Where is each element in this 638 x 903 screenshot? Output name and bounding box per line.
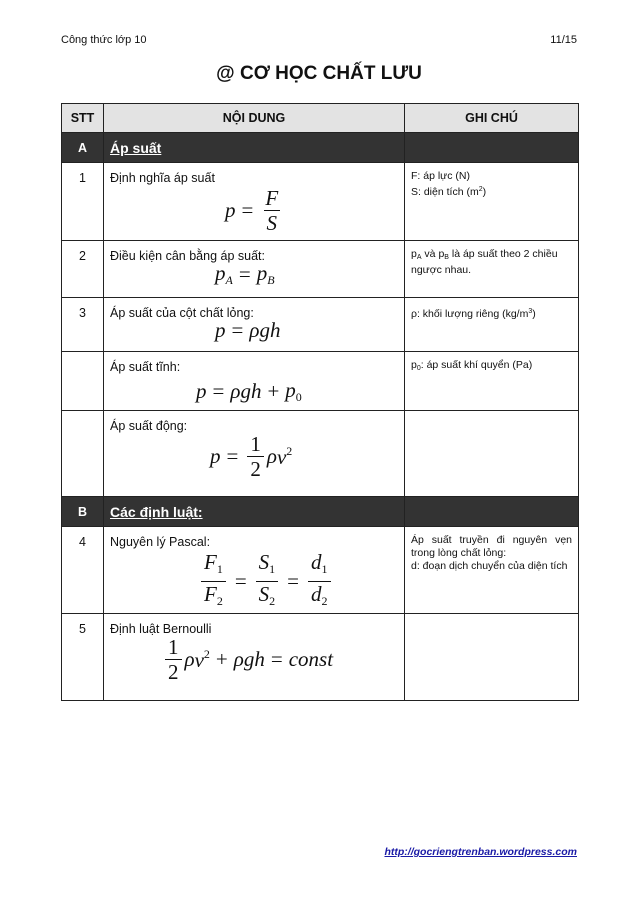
row-note [405,411,579,497]
header-left-text: Công thức lớp 10 [61,34,147,46]
note-text: ρ: khối lượng riêng (kg/m [411,308,529,320]
note-line [411,183,572,199]
row-content [104,527,405,614]
row-label: Định luật Bernoulli [110,622,212,636]
fraction-numerator: $d_1$ [311,550,328,576]
formula-symbol: $p_0$ [285,378,302,404]
formula-operator: = [212,379,225,403]
row-note [405,614,579,701]
note-text: S: diện tích (m [411,186,479,198]
formula-fraction [308,551,331,612]
note-text: p [411,359,417,371]
row-note [405,163,579,241]
note-text: ) [482,186,487,198]
section-row-b [62,497,579,527]
col-header-content: NỘI DUNG [104,104,405,133]
row-label: Áp suất động: [110,419,188,433]
row-content [104,241,405,298]
row-note [405,298,579,352]
formula-symbol: $p_A$ [215,261,233,287]
page-title: @ CƠ HỌC CHẤT LƯU [216,63,422,84]
table-row [62,614,579,701]
formula-bernoulli [162,636,398,683]
formula-symbol: $p_B$ [256,261,275,287]
section-empty-cell [405,497,579,527]
section-empty-cell [405,133,579,163]
formula-fraction [256,551,279,612]
row-content [104,298,405,352]
note-text: là áp suất theo 2 chiều ngược nhau. [411,248,558,276]
row-number [62,411,104,497]
table-row [62,527,579,614]
row-number: 5 [62,614,104,701]
formula-operator: + [215,647,228,671]
section-letter: B [62,497,104,527]
formula-symbol: const [288,647,334,671]
fraction-denominator: S [264,210,281,234]
fraction-denominator: 2 [247,456,264,480]
page-number: 11/15 [550,34,577,46]
formula-operator: = [270,647,283,671]
formula-fraction [262,187,281,234]
note-line: Áp suất truyền đi nguyên vẹn trong lòng chất lỏng: [411,534,572,559]
table-header-row [62,104,579,133]
formula-pressure-definition [225,187,398,234]
table-row [62,411,579,497]
row-content [104,411,405,497]
note-subscript: B [444,254,449,261]
section-title: Áp suất [104,133,405,163]
formula-symbol: p [210,444,221,468]
note-text: ) [532,308,536,320]
formula-operator: = [234,569,247,593]
formula-fraction [165,636,182,683]
formula-symbol: ρ [233,647,244,671]
row-number [62,352,104,411]
formula-symbol: ρ [266,444,277,468]
formula-symbol: $v^2$ [194,646,210,672]
note-superscript: 2 [478,186,483,193]
note-text: và p [421,248,445,260]
formula-fraction [201,551,226,612]
formula-static-pressure [196,378,398,405]
row-label: Áp suất của cột chất lỏng: [110,306,254,320]
col-header-note: GHI CHÚ [405,104,579,133]
section-letter: A [62,133,104,163]
note-line: d: đoạn dịch chuyển của diện tích [411,560,568,572]
row-note [405,352,579,411]
formula-table [61,103,579,701]
row-label: Định nghĩa áp suất [110,171,215,185]
formula-symbol: p [225,198,236,222]
table-row [62,298,579,352]
formula-liquid-column-pressure [215,318,398,343]
fraction-numerator: 1 [168,635,179,659]
formula-symbol: p [196,379,207,403]
footer-link[interactable]: http://gocriengtrenban.wordpress.com [384,846,577,858]
table-row [62,352,579,411]
formula-operator: = [226,444,239,468]
fraction-denominator: 2 [165,659,182,683]
row-label: Điều kiện cân bằng áp suất: [110,249,265,263]
row-number: 2 [62,241,104,298]
formula-symbol: ρ [230,379,241,403]
fraction-denominator: $F_2$ [201,581,226,612]
row-number: 1 [62,163,104,241]
row-content [104,352,405,411]
formula-symbol: gh [240,379,262,403]
formula-pascal [198,551,398,612]
row-label: Áp suất tĩnh: [110,360,181,374]
note-text: : áp suất khí quyển (Pa) [420,359,533,371]
fraction-numerator: 1 [250,432,261,456]
note-text: p [411,248,417,260]
formula-symbol: gh [243,647,265,671]
formula-symbol: $v^2$ [276,443,293,469]
formula-operator: = [287,569,300,593]
section-row-a [62,133,579,163]
section-title: Các định luật: [104,497,405,527]
formula-operator: = [231,318,244,342]
fraction-denominator: $d_2$ [308,581,331,612]
note-subscript: 0 [416,365,421,372]
formula-operator: + [267,379,280,403]
fraction-denominator: $S_2$ [256,581,279,612]
col-header-stt: STT [62,104,104,133]
table-row [62,163,579,241]
formula-operator: = [238,262,251,286]
row-content [104,163,405,241]
formula-dynamic-pressure [210,433,398,480]
fraction-numerator: $S_1$ [258,550,276,576]
formula-symbol: ρ [184,647,195,671]
note-superscript: 3 [528,308,533,315]
formula-fraction [247,433,264,480]
row-label: Nguyên lý Pascal: [110,535,211,549]
row-number: 4 [62,527,104,614]
note-line: F: áp lực (N) [411,170,470,182]
fraction-numerator: F [265,186,279,210]
formula-operator: = [241,198,254,222]
row-note [405,527,579,614]
note-subscript: A [416,254,422,261]
formula-symbol: ρ [249,318,260,342]
table-row [62,241,579,298]
row-content [104,614,405,701]
formula-pressure-balance [215,261,398,288]
row-note [405,241,579,298]
formula-symbol: p [215,318,226,342]
row-number: 3 [62,298,104,352]
fraction-numerator: $F_1$ [204,550,223,576]
formula-symbol: gh [259,318,281,342]
